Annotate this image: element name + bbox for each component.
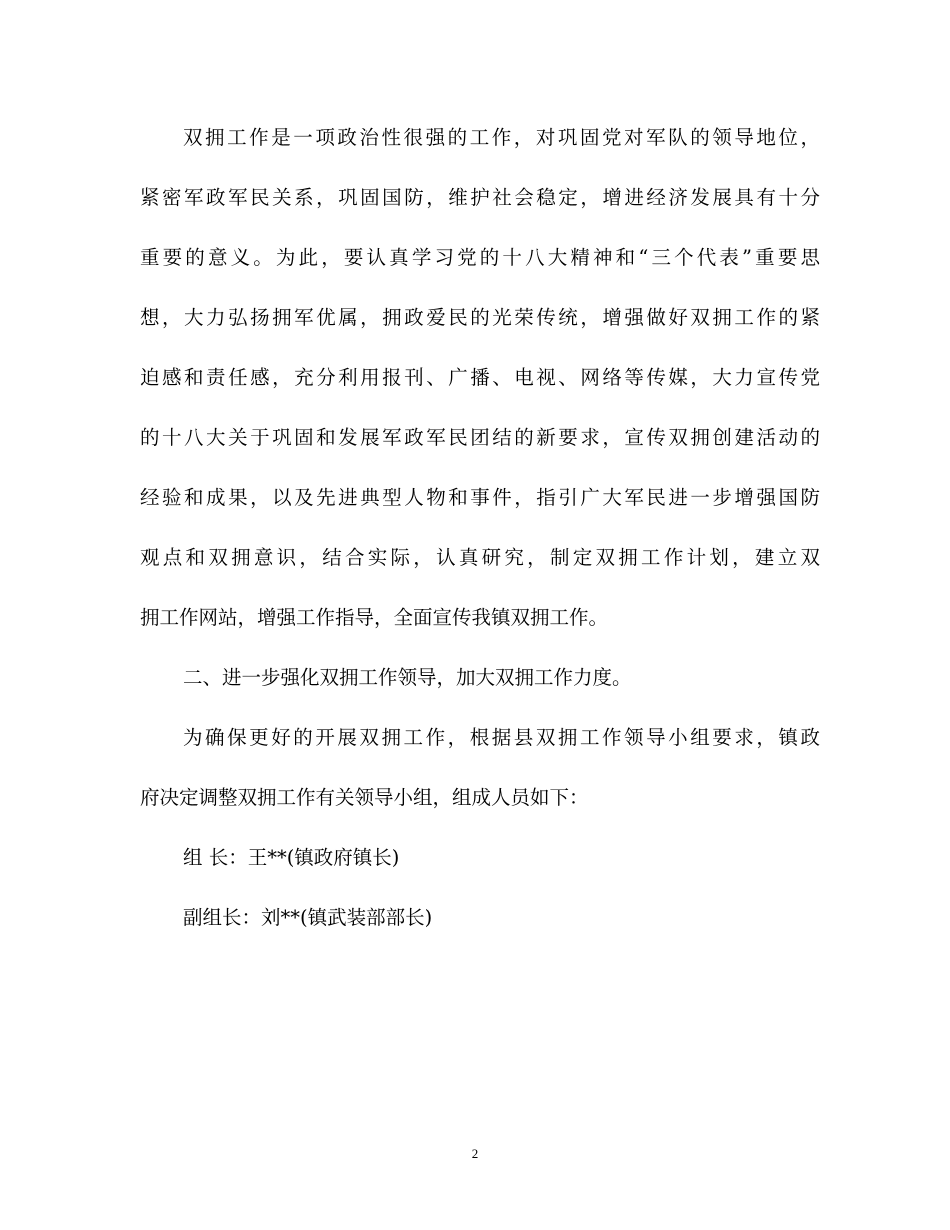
document-body [140, 118, 820, 958]
group-leader-line: 组 长：王**(镇政府镇长) [183, 846, 400, 869]
paragraph-line: 想，大力弘扬拥军优属，拥政爱民的光荣传统，增强做好双拥工作的紧 [140, 306, 820, 329]
paragraph-line: 观点和双拥意识，结合实际，认真研究，制定双拥工作计划，建立双 [140, 546, 820, 569]
paragraph-line: 拥工作网站，增强工作指导，全面宣传我镇双拥工作。 [140, 606, 609, 629]
paragraph-line: 府决定调整双拥工作有关领导小组，组成人员如下： [140, 786, 589, 809]
deputy-leader-line: 副组长：刘**(镇武装部部长) [183, 906, 433, 929]
paragraph-line: 双拥工作是一项政治性很强的工作，对巩固党对军队的领导地位， [183, 126, 820, 149]
paragraph-line: 迫感和责任感，充分利用报刊、广播、电视、网络等传媒，大力宣传党 [140, 366, 820, 389]
paragraph-line: 重要的意义。为此，要认真学习党的十八大精神和“三个代表”重要思 [140, 246, 820, 269]
page-number: 2 [471, 1146, 479, 1161]
paragraph-line: 紧密军政军民关系，巩固国防，维护社会稳定，增进经济发展具有十分 [140, 186, 820, 209]
section-heading: 二、进一步强化双拥工作领导，加大双拥工作力度。 [183, 666, 632, 689]
paragraph-line: 的十八大关于巩固和发展军政军民团结的新要求，宣传双拥创建活动的 [140, 426, 820, 449]
paragraph-line: 为确保更好的开展双拥工作，根据县双拥工作领导小组要求，镇政 [183, 726, 820, 749]
paragraph-line: 经验和成果，以及先进典型人物和事件，指引广大军民进一步增强国防 [140, 486, 820, 509]
